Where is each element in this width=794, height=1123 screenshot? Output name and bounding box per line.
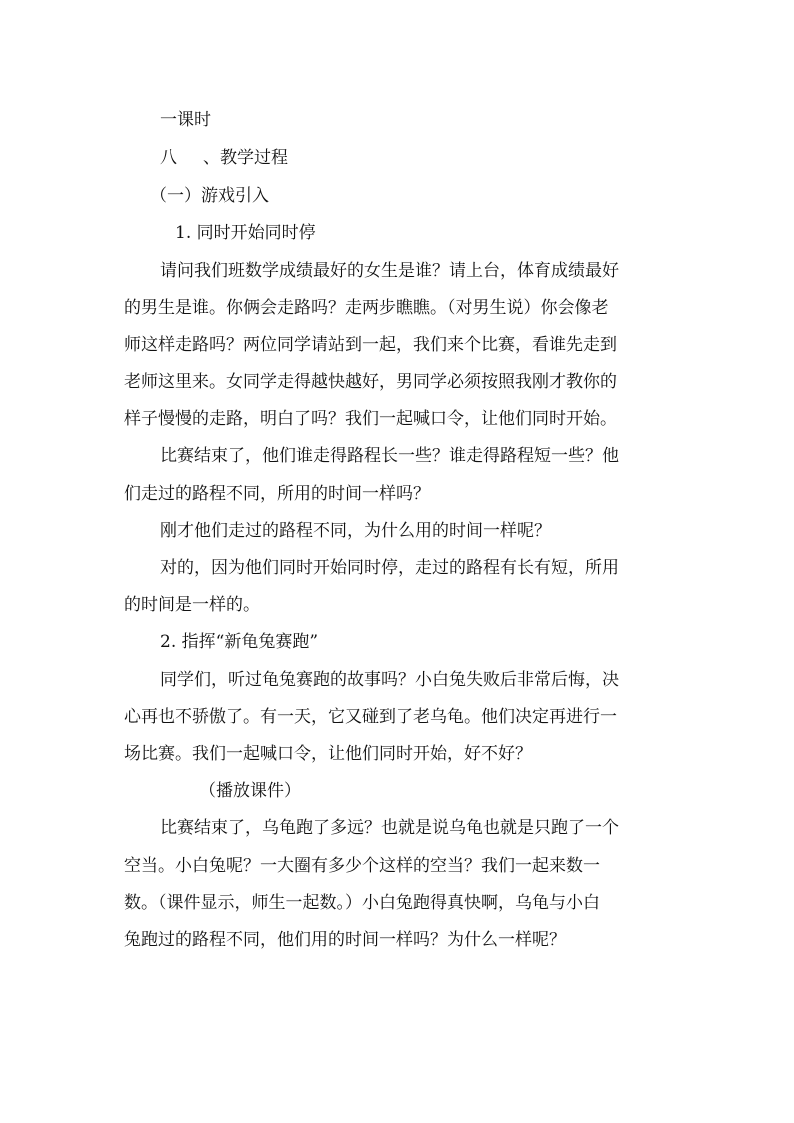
paragraph-3: 刚才他们走过的路程不同，为什么用的时间一样呢？ (160, 521, 551, 541)
paragraph-4-line-1: 对的，因为他们同时开始同时停，走过的路程有长有短，所用 (160, 558, 619, 578)
paragraph-7-line-1: 比赛结束了，乌龟跑了多远？也就是说乌龟也就是只跑了一个 (160, 818, 619, 838)
paragraph-2-line-1: 比赛结束了，他们谁走得路程长一些？谁走得路程短一些？他 (160, 446, 619, 466)
paragraph-2-line-2: 们走过的路程不同，所用的时间一样吗？ (124, 484, 430, 504)
paragraph-1-line-2: 的男生是谁。你俩会走路吗？走两步瞧瞧。（对男生说）你会像老 (124, 298, 609, 318)
heading-lesson: 一课时 (160, 110, 211, 130)
item2-title: 2. 指挥“新龟兔赛跑” (160, 632, 319, 652)
heading-section (160, 147, 288, 169)
paragraph-7-line-2: 空当。小白兔呢？一大圈有多少个这样的空当？我们一起来数一 (124, 856, 600, 876)
paragraph-7-line-4: 兔跑过的路程不同，他们用的时间一样吗？为什么一样呢？ (124, 930, 566, 950)
paragraph-6-courseware-note: （播放课件） (199, 781, 301, 801)
paragraph-4-line-2: 的时间是一样的。 (124, 595, 260, 615)
paragraph-5-line-1: 同学们，听过龟兔赛跑的故事吗？小白兔失败后非常后悔，决 (160, 670, 619, 690)
paragraph-1-line-1: 请问我们班数学成绩最好的女生是谁？请上台，体育成绩最好 (160, 261, 619, 281)
paragraph-1-line-3: 师这样走路吗？两位同学请站到一起，我们来个比赛，看谁先走到 (124, 335, 617, 355)
paragraph-1-line-4: 老师这里来。女同学走得越快越好，男同学必须按照我刚才教你的 (124, 372, 617, 392)
paragraph-5-line-3: 场比赛。我们一起喊口令，让他们同时开始，好不好？ (124, 744, 532, 764)
paragraph-7-line-3: 数。（课件显示，师生一起数。）小白兔跑得真快啊，乌龟与小白 (124, 893, 600, 913)
heading-subsection: （一）游戏引入 (150, 186, 269, 206)
paragraph-1-line-5: 样子慢慢的走路，明白了吗？我们一起喊口令，让他们同时开始。 (124, 409, 617, 429)
paragraph-5-line-2: 心再也不骄傲了。有一天，它又碰到了老乌龟。他们决定再进行一 (124, 707, 617, 727)
item1-title: 1. 同时开始同时停 (175, 223, 316, 243)
heading-section-number: 八 (160, 148, 177, 168)
heading-section-title: 、教学过程 (203, 148, 288, 168)
